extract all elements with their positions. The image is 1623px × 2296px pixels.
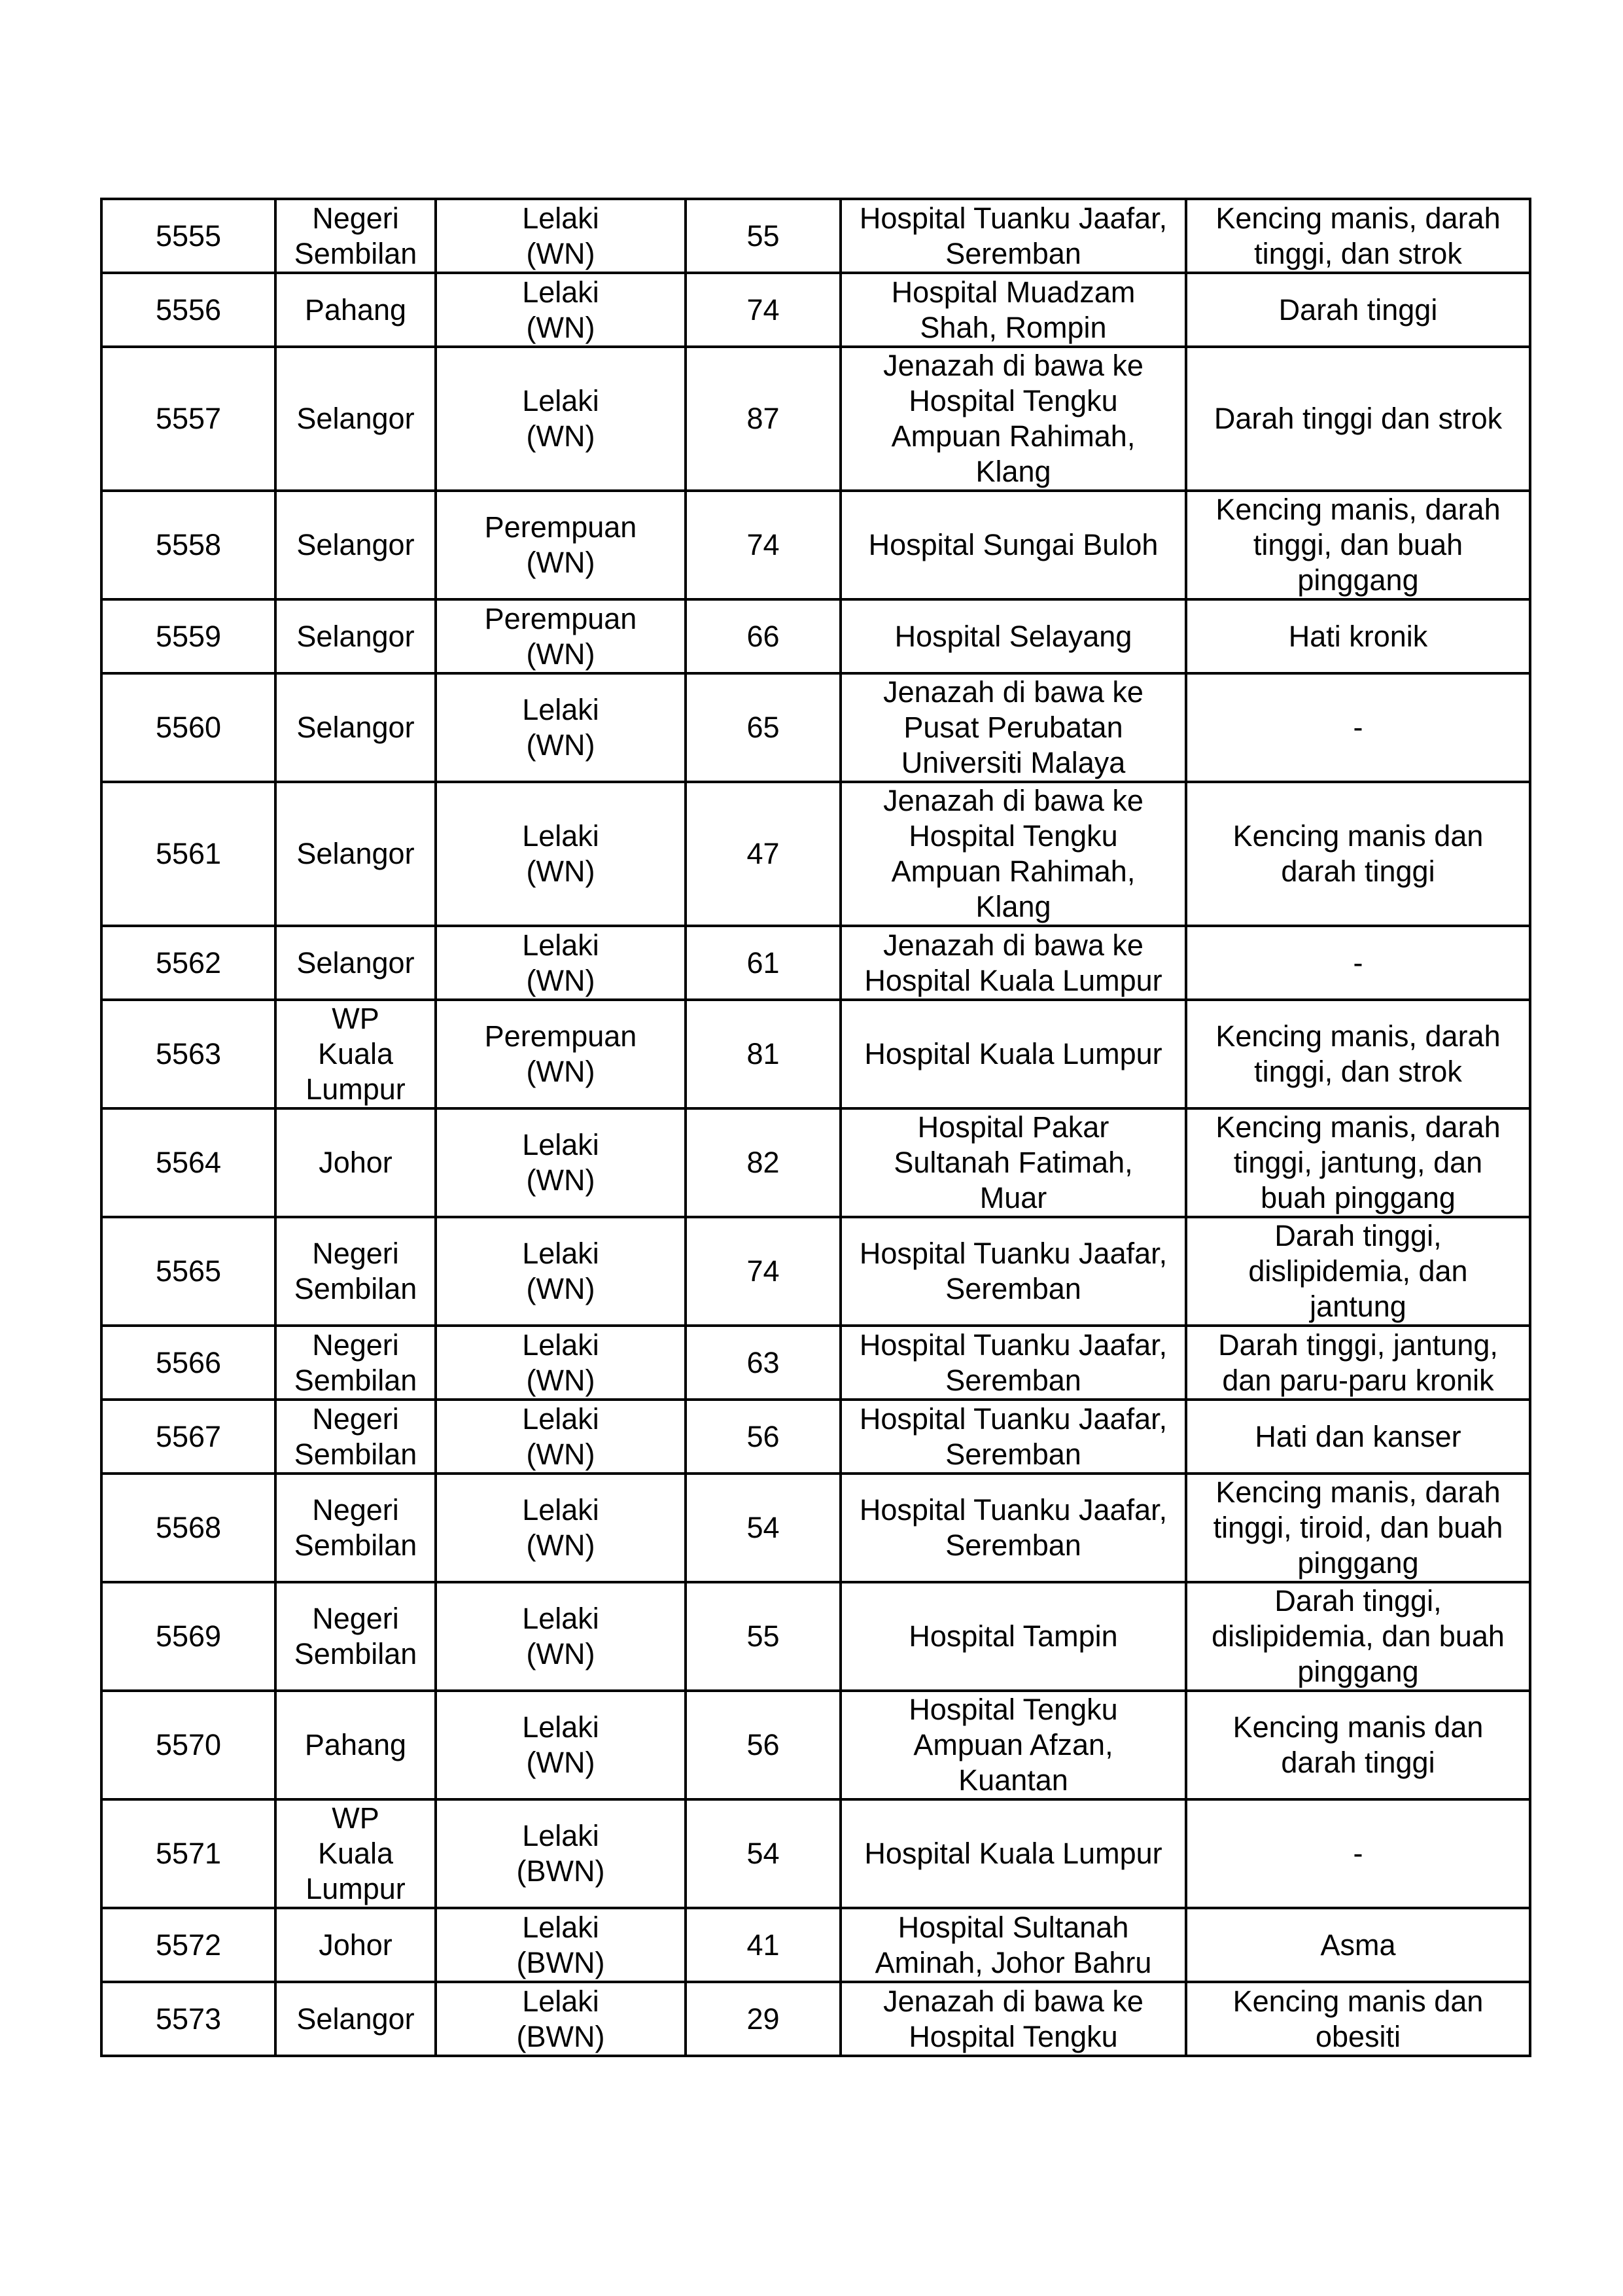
state-cell: [275, 1908, 436, 1982]
gender-nationality-cell-line: (BWN): [516, 1945, 605, 1979]
comorbidity-cell-line: Hati dan kanser: [1255, 1419, 1461, 1453]
state-cell: [275, 273, 436, 347]
comorbidity-cell-line: darah tinggi: [1281, 855, 1435, 888]
gender-nationality-cell: [436, 926, 686, 1000]
gender-nationality-cell-line: (BWN): [516, 2019, 605, 2053]
state-cell: [275, 347, 436, 491]
gender-nationality-cell: [436, 1326, 686, 1400]
hospital-cell-line: Seremban: [945, 1528, 1081, 1562]
comorbidity-cell: [1186, 1108, 1530, 1217]
case-number-cell: 5560: [101, 673, 275, 782]
state-cell: [275, 199, 436, 273]
comorbidity-cell: [1186, 599, 1530, 673]
hospital-cell: [841, 1982, 1186, 2056]
comorbidity-cell-line: dislipidemia, dan: [1248, 1254, 1468, 1288]
comorbidity-cell: [1186, 1326, 1530, 1400]
hospital-cell-line: Hospital Muadzam: [891, 275, 1136, 309]
hospital-cell-line: Seremban: [945, 1272, 1081, 1305]
comorbidity-cell-line: -: [1353, 711, 1363, 744]
gender-nationality-cell-line: Lelaki: [522, 201, 599, 235]
hospital-cell-line: Hospital Pakar: [917, 1110, 1109, 1144]
case-number-cell: 5567: [101, 1400, 275, 1474]
comorbidity-cell-line: tinggi, jantung, dan: [1233, 1146, 1483, 1179]
age-cell: 74: [686, 1217, 841, 1326]
hospital-cell-line: Jenazah di bawa ke: [883, 675, 1143, 709]
comorbidity-cell-line: Kencing manis dan: [1232, 819, 1484, 853]
hospital-cell-line: Hospital Tuanku Jaafar,: [859, 1237, 1168, 1270]
table-row: [101, 1691, 1530, 1799]
state-cell-line: Sembilan: [294, 1272, 417, 1305]
hospital-cell: [841, 782, 1186, 926]
gender-nationality-cell: [436, 1474, 686, 1582]
gender-nationality-cell-line: (WN): [526, 236, 595, 270]
gender-nationality-cell: [436, 1000, 686, 1108]
case-number-cell: 5566: [101, 1326, 275, 1400]
age-cell: 65: [686, 673, 841, 782]
comorbidity-cell-line: Darah tinggi, jantung,: [1218, 1328, 1498, 1362]
state-cell-line: Selangor: [296, 837, 415, 870]
gender-nationality-cell: [436, 347, 686, 491]
case-number-cell: 5561: [101, 782, 275, 926]
age-cell: 63: [686, 1326, 841, 1400]
table-row: [101, 1400, 1530, 1474]
comorbidity-cell-line: jantung: [1310, 1290, 1406, 1323]
state-cell: [275, 1691, 436, 1799]
gender-nationality-cell-line: Lelaki: [522, 1402, 599, 1436]
comorbidity-cell-line: tinggi, dan strok: [1254, 236, 1462, 270]
state-cell: [275, 1982, 436, 2056]
comorbidity-cell-line: Kencing manis dan: [1232, 1710, 1484, 1744]
comorbidity-cell: [1186, 199, 1530, 273]
hospital-cell: [841, 599, 1186, 673]
comorbidity-cell-line: Kencing manis, darah: [1215, 493, 1501, 526]
state-cell: [275, 1582, 436, 1691]
age-cell: 66: [686, 599, 841, 673]
age-cell: 87: [686, 347, 841, 491]
state-cell-line: Sembilan: [294, 236, 417, 270]
comorbidity-cell-line: buah pinggang: [1261, 1181, 1456, 1214]
hospital-cell-line: Ampuan Rahimah,: [891, 855, 1136, 888]
hospital-cell-line: Seremban: [945, 236, 1081, 270]
comorbidity-cell-line: tinggi, dan strok: [1254, 1055, 1462, 1088]
gender-nationality-cell-line: (WN): [526, 419, 595, 453]
state-cell: [275, 782, 436, 926]
gender-nationality-cell-line: (WN): [526, 546, 595, 579]
comorbidity-cell: [1186, 1799, 1530, 1908]
hospital-cell-line: Hospital Tengku: [909, 1693, 1118, 1726]
age-cell: 61: [686, 926, 841, 1000]
state-cell: [275, 1474, 436, 1582]
hospital-cell-line: Universiti Malaya: [901, 746, 1126, 779]
case-number-cell: 5559: [101, 599, 275, 673]
gender-nationality-cell-line: (WN): [526, 1363, 595, 1397]
hospital-cell-line: Jenazah di bawa ke: [883, 928, 1143, 962]
hospital-cell-line: Jenazah di bawa ke: [883, 349, 1143, 382]
hospital-cell-line: Hospital Kuala Lumpur: [864, 963, 1162, 997]
state-cell: [275, 1000, 436, 1108]
comorbidity-cell-line: obesiti: [1315, 2019, 1401, 2053]
gender-nationality-cell-line: Perempuan: [484, 510, 637, 544]
comorbidity-cell-line: Kencing manis, darah: [1215, 1019, 1501, 1053]
table-row: [101, 1326, 1530, 1400]
comorbidity-cell: [1186, 1400, 1530, 1474]
hospital-cell-line: Muar: [979, 1181, 1047, 1214]
hospital-cell-line: Hospital Tampin: [909, 1619, 1118, 1653]
hospital-cell-line: Hospital Tuanku Jaafar,: [859, 1328, 1168, 1362]
state-cell-line: Sembilan: [294, 1528, 417, 1562]
hospital-cell-line: Hospital Tuanku Jaafar,: [859, 201, 1168, 235]
gender-nationality-cell-line: (WN): [526, 855, 595, 888]
state-cell-line: Negeri: [312, 201, 399, 235]
case-number-cell: 5558: [101, 491, 275, 599]
comorbidity-cell-line: Kencing manis, darah: [1215, 201, 1501, 235]
gender-nationality-cell-line: (WN): [526, 1637, 595, 1670]
table-row: [101, 1982, 1530, 2056]
case-number-cell: 5557: [101, 347, 275, 491]
comorbidity-cell: [1186, 491, 1530, 599]
state-cell-line: Pahang: [304, 292, 407, 327]
gender-nationality-cell: [436, 1582, 686, 1691]
hospital-cell-line: Jenazah di bawa ke: [883, 784, 1143, 817]
gender-nationality-cell-line: Lelaki: [522, 1910, 599, 1944]
gender-nationality-cell: [436, 1108, 686, 1217]
comorbidity-cell-line: Asma: [1320, 1928, 1396, 1962]
table-row: [101, 673, 1530, 782]
table-row: [101, 599, 1530, 673]
table-row: [101, 347, 1530, 491]
case-number-cell: 5571: [101, 1799, 275, 1908]
gender-nationality-cell-line: (WN): [526, 1272, 595, 1305]
age-cell: 55: [686, 199, 841, 273]
state-cell: [275, 926, 436, 1000]
case-number-cell: 5564: [101, 1108, 275, 1217]
hospital-cell-line: Klang: [975, 890, 1051, 923]
gender-nationality-cell: [436, 1799, 686, 1908]
comorbidity-cell: [1186, 1474, 1530, 1582]
table-row: [101, 199, 1530, 273]
comorbidity-cell: [1186, 1217, 1530, 1326]
comorbidity-cell: [1186, 926, 1530, 1000]
hospital-cell: [841, 1326, 1186, 1400]
state-cell-line: Negeri: [312, 1237, 399, 1270]
hospital-cell: [841, 1400, 1186, 1474]
gender-nationality-cell-line: Lelaki: [522, 819, 599, 853]
state-cell-line: Sembilan: [294, 1363, 417, 1397]
hospital-cell-line: Klang: [975, 455, 1051, 488]
comorbidity-cell: [1186, 1982, 1530, 2056]
hospital-cell: [841, 1000, 1186, 1108]
gender-nationality-cell: [436, 1217, 686, 1326]
gender-nationality-cell-line: (WN): [526, 637, 595, 671]
hospital-cell: [841, 1582, 1186, 1691]
state-cell: [275, 673, 436, 782]
comorbidity-cell-line: Darah tinggi,: [1274, 1219, 1442, 1252]
state-cell: [275, 1217, 436, 1326]
state-cell-line: Selangor: [296, 402, 415, 435]
comorbidity-cell-line: tinggi, tiroid, dan buah: [1213, 1511, 1503, 1544]
gender-nationality-cell-line: Lelaki: [522, 1328, 599, 1362]
gender-nationality-cell-line: (WN): [526, 310, 595, 344]
case-number-cell: 5555: [101, 199, 275, 273]
hospital-cell: [841, 1908, 1186, 1982]
gender-nationality-cell-line: Lelaki: [522, 275, 599, 309]
age-cell: 56: [686, 1400, 841, 1474]
hospital-cell-line: Kuantan: [958, 1763, 1068, 1797]
hospital-cell-line: Hospital Tuanku Jaafar,: [859, 1402, 1168, 1436]
age-cell: 82: [686, 1108, 841, 1217]
hospital-cell-line: Hospital Sungai Buloh: [868, 528, 1159, 561]
hospital-cell: [841, 1217, 1186, 1326]
comorbidity-cell: [1186, 1691, 1530, 1799]
gender-nationality-cell-line: Perempuan: [484, 601, 637, 635]
comorbidity-cell-line: tinggi, dan buah: [1253, 528, 1463, 561]
hospital-cell: [841, 1691, 1186, 1799]
age-cell: 55: [686, 1582, 841, 1691]
hospital-cell-line: Hospital Kuala Lumpur: [864, 1037, 1162, 1070]
comorbidity-cell-line: Hati kronik: [1288, 619, 1428, 653]
hospital-cell: [841, 199, 1186, 273]
state-cell-line: Selangor: [296, 528, 415, 561]
gender-nationality-cell: [436, 1691, 686, 1799]
age-cell: 29: [686, 1982, 841, 2056]
case-number-cell: 5563: [101, 1000, 275, 1108]
hospital-cell: [841, 347, 1186, 491]
hospital-cell: [841, 491, 1186, 599]
table-row: [101, 1000, 1530, 1108]
age-cell: 56: [686, 1691, 841, 1799]
case-number-cell: 5572: [101, 1908, 275, 1982]
hospital-cell-line: Hospital Tengku: [909, 819, 1118, 853]
hospital-cell: [841, 1799, 1186, 1908]
hospital-cell-line: Hospital Tengku: [909, 2019, 1118, 2053]
hospital-cell-line: Hospital Sultanah: [898, 1910, 1129, 1944]
comorbidity-cell: [1186, 1582, 1530, 1691]
gender-nationality-cell-line: Lelaki: [522, 1984, 599, 2018]
gender-nationality-cell: [436, 673, 686, 782]
hospital-cell-line: Shah, Rompin: [920, 310, 1107, 344]
hospital-cell-line: Sultanah Fatimah,: [894, 1146, 1133, 1179]
case-number-cell: 5568: [101, 1474, 275, 1582]
comorbidity-cell-line: Kencing manis, darah: [1215, 1110, 1501, 1144]
state-cell-line: WP: [332, 1002, 379, 1035]
hospital-cell-line: Pusat Perubatan: [903, 711, 1123, 744]
table-row: [101, 491, 1530, 599]
comorbidity-cell-line: Kencing manis dan: [1232, 1984, 1484, 2018]
gender-nationality-cell-line: (WN): [526, 1055, 595, 1088]
state-cell-line: Selangor: [296, 945, 415, 980]
state-cell-line: WP: [332, 1801, 379, 1835]
table-body: [101, 199, 1530, 2056]
hospital-cell: [841, 273, 1186, 347]
gender-nationality-cell-line: (WN): [526, 1746, 595, 1779]
hospital-cell-line: Ampuan Afzan,: [913, 1728, 1113, 1761]
hospital-cell-line: Jenazah di bawa ke: [883, 1984, 1143, 2018]
hospital-cell: [841, 673, 1186, 782]
case-number-cell: 5565: [101, 1217, 275, 1326]
gender-nationality-cell-line: Lelaki: [522, 1128, 599, 1161]
gender-nationality-cell: [436, 1982, 686, 2056]
comorbidity-cell: [1186, 782, 1530, 926]
hospital-cell: [841, 1474, 1186, 1582]
hospital-cell-line: Aminah, Johor Bahru: [875, 1945, 1152, 1979]
gender-nationality-cell: [436, 1400, 686, 1474]
state-cell: [275, 1108, 436, 1217]
state-cell-line: Negeri: [312, 1602, 399, 1635]
table-row: [101, 1217, 1530, 1326]
gender-nationality-cell-line: (WN): [526, 1437, 595, 1471]
gender-nationality-cell-line: Lelaki: [522, 1819, 599, 1852]
state-cell-line: Sembilan: [294, 1437, 417, 1471]
table-row: [101, 1108, 1530, 1217]
state-cell-line: Johor: [319, 1146, 393, 1179]
age-cell: 54: [686, 1799, 841, 1908]
comorbidity-cell-line: -: [1353, 1837, 1363, 1870]
gender-nationality-cell-line: Lelaki: [522, 928, 599, 962]
case-number-cell: 5573: [101, 1982, 275, 2056]
gender-nationality-cell-line: Lelaki: [522, 1602, 599, 1635]
state-cell-line: Negeri: [312, 1328, 399, 1362]
table-row: [101, 1474, 1530, 1582]
gender-nationality-cell: [436, 273, 686, 347]
state-cell-line: Selangor: [296, 2002, 415, 2036]
comorbidity-cell-line: dislipidemia, dan buah: [1212, 1619, 1505, 1653]
gender-nationality-cell-line: Lelaki: [522, 384, 599, 417]
gender-nationality-cell: [436, 491, 686, 599]
gender-nationality-cell-line: Lelaki: [522, 1493, 599, 1527]
comorbidity-cell-line: Darah tinggi,: [1274, 1584, 1442, 1617]
table-row: [101, 1582, 1530, 1691]
state-cell-line: Negeri: [312, 1493, 399, 1527]
state-cell: [275, 599, 436, 673]
state-cell: [275, 491, 436, 599]
age-cell: 54: [686, 1474, 841, 1582]
state-cell-line: Lumpur: [305, 1072, 406, 1106]
hospital-cell-line: Hospital Tuanku Jaafar,: [859, 1493, 1168, 1527]
state-cell-line: Pahang: [304, 1728, 407, 1761]
state-cell: [275, 1326, 436, 1400]
comorbidity-cell-line: pinggang: [1297, 1655, 1419, 1688]
table-row: [101, 782, 1530, 926]
hospital-cell-line: Hospital Kuala Lumpur: [864, 1837, 1162, 1870]
comorbidity-cell-line: dan paru-paru kronik: [1222, 1363, 1494, 1397]
age-cell: 74: [686, 491, 841, 599]
gender-nationality-cell: [436, 1908, 686, 1982]
gender-nationality-cell: [436, 782, 686, 926]
comorbidity-cell-line: darah tinggi: [1281, 1746, 1435, 1779]
age-cell: 81: [686, 1000, 841, 1108]
gender-nationality-cell-line: (WN): [526, 1163, 595, 1197]
state-cell: [275, 1799, 436, 1908]
gender-nationality-cell-line: (WN): [526, 728, 595, 762]
comorbidity-cell: [1186, 273, 1530, 347]
state-cell-line: Lumpur: [305, 1872, 406, 1905]
gender-nationality-cell-line: (BWN): [516, 1854, 605, 1888]
comorbidity-cell-line: Darah tinggi: [1278, 292, 1438, 327]
comorbidity-cell-line: pinggang: [1297, 563, 1419, 597]
hospital-cell: [841, 1108, 1186, 1217]
gender-nationality-cell-line: Perempuan: [484, 1019, 637, 1053]
comorbidity-cell: [1186, 1908, 1530, 1982]
comorbidity-cell-line: -: [1353, 945, 1363, 980]
state-cell-line: Selangor: [296, 711, 415, 744]
age-cell: 41: [686, 1908, 841, 1982]
hospital-cell-line: Hospital Selayang: [894, 619, 1132, 653]
state-cell-line: Kuala: [317, 1837, 394, 1870]
case-number-cell: 5570: [101, 1691, 275, 1799]
state-cell-line: Selangor: [296, 619, 415, 653]
table-row: [101, 1908, 1530, 1982]
gender-nationality-cell: [436, 199, 686, 273]
gender-nationality-cell-line: Lelaki: [522, 693, 599, 726]
state-cell-line: Sembilan: [294, 1637, 417, 1670]
gender-nationality-cell-line: Lelaki: [522, 1710, 599, 1744]
table-row: [101, 273, 1530, 347]
table-row: [101, 926, 1530, 1000]
comorbidity-cell-line: pinggang: [1297, 1546, 1419, 1580]
age-cell: 74: [686, 273, 841, 347]
case-number-cell: 5556: [101, 273, 275, 347]
state-cell-line: Kuala: [317, 1037, 394, 1070]
gender-nationality-cell-line: (WN): [526, 963, 595, 997]
gender-nationality-cell: [436, 599, 686, 673]
age-cell: 47: [686, 782, 841, 926]
state-cell-line: Negeri: [312, 1402, 399, 1436]
table-row: [101, 1799, 1530, 1908]
hospital-cell-line: Seremban: [945, 1437, 1081, 1471]
comorbidity-cell: [1186, 1000, 1530, 1108]
case-number-cell: 5569: [101, 1582, 275, 1691]
state-cell: [275, 1400, 436, 1474]
hospital-cell-line: Seremban: [945, 1363, 1081, 1397]
gender-nationality-cell-line: (WN): [526, 1528, 595, 1562]
hospital-cell: [841, 926, 1186, 1000]
comorbidity-cell-line: Darah tinggi dan strok: [1213, 402, 1503, 435]
comorbidity-cell-line: Kencing manis, darah: [1215, 1475, 1501, 1509]
case-number-cell: 5562: [101, 926, 275, 1000]
state-cell-line: Johor: [319, 1928, 393, 1962]
hospital-cell-line: Ampuan Rahimah,: [891, 419, 1136, 453]
gender-nationality-cell-line: Lelaki: [522, 1237, 599, 1270]
comorbidity-cell: [1186, 673, 1530, 782]
death-cases-table: [100, 198, 1531, 2057]
hospital-cell-line: Hospital Tengku: [909, 384, 1118, 417]
comorbidity-cell: [1186, 347, 1530, 491]
